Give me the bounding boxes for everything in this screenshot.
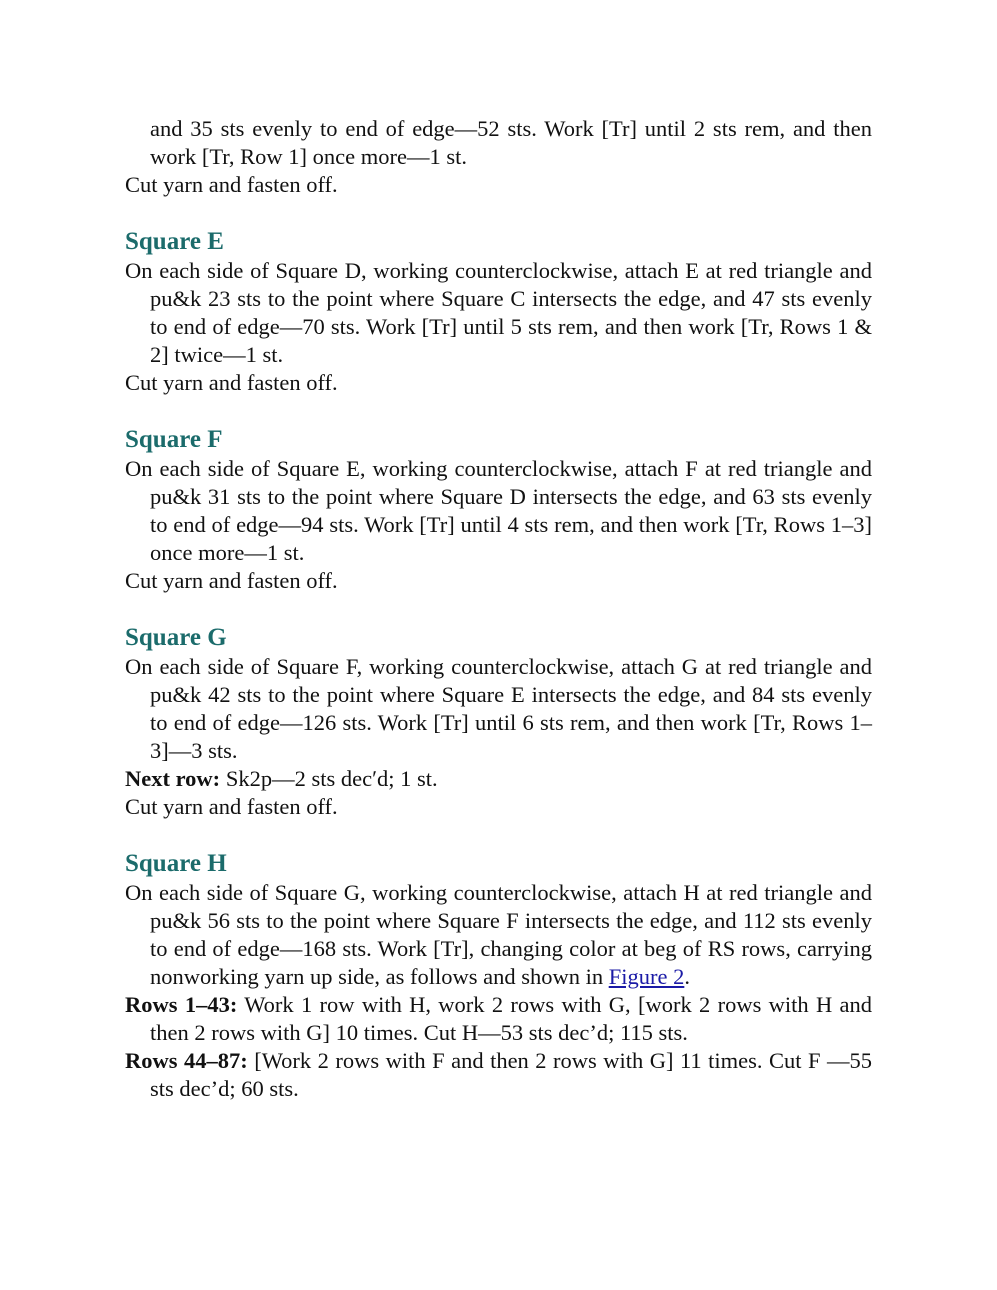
next-row-label: Next row:	[125, 766, 221, 791]
intro-paragraph: and 35 sts evenly to end of edge—52 sts. Work [Tr] until 2 sts rem, and then work [Tr, Row 1] once more—1 st.	[150, 116, 872, 169]
square-e-paragraph: On each side of Square D, working counterclockwise, attach E at red triangle and pu&k 23 sts to the point where Square C intersects the edge, and 47 sts evenly to end of edge—70 sts. Work [Tr] until 5 sts rem, and then work [Tr, Rows 1 & 2] twice—1 st.	[125, 258, 872, 367]
rows-1-43-text: Work 1 row with H, work 2 rows with G, [work 2 rows with H and then 2 rows with G] 10 times. Cut H—53 sts dec’d; 115 sts.	[150, 992, 872, 1045]
rows-44-87-text: [Work 2 rows with F and then 2 rows with G] 11 times. Cut F —55 sts dec’d; 60 sts.	[150, 1048, 872, 1101]
square-e-cut-line: Cut yarn and fasten off.	[125, 370, 338, 395]
rows-1-43-label: Rows 1–43:	[125, 992, 238, 1017]
figure-2-link[interactable]: Figure 2	[608, 964, 685, 989]
rows-44-87-label: Rows 44–87:	[125, 1048, 248, 1073]
square-g-next-row	[125, 765, 872, 793]
next-row-text: Sk2p—2 sts decʹd; 1 st.	[220, 766, 438, 791]
square-h-text: On each side of Square G, working counterclockwise, attach H at red triangle and pu&k 56 sts to the point where Square F intersects the edge, and 112 sts evenly to end of edge—168 sts. Work [Tr], changing color at beg of RS rows, carrying nonworking yarn up side, as follows and shown in	[125, 880, 872, 989]
square-h-text-end: .	[684, 964, 690, 989]
square-f-cut-line: Cut yarn and fasten off.	[125, 568, 338, 593]
square-h-rows-1-43	[125, 991, 872, 1047]
heading-square-h: Square H	[125, 850, 227, 877]
heading-square-f: Square F	[125, 426, 223, 453]
document-page	[125, 115, 872, 1103]
heading-square-e: Square E	[125, 228, 224, 255]
heading-square-g: Square G	[125, 624, 227, 651]
square-g-paragraph: On each side of Square F, working counterclockwise, attach G at red triangle and pu&k 42 sts to the point where Square E intersects the edge, and 84 sts evenly to end of edge—126 sts. Work [Tr] until 6 sts rem, and then work [Tr, Rows 1–3]—3 sts.	[125, 654, 872, 763]
intro-cut-line: Cut yarn and fasten off.	[125, 172, 338, 197]
square-h-rows-44-87	[125, 1047, 872, 1103]
square-g-cut-line: Cut yarn and fasten off.	[125, 794, 338, 819]
square-f-paragraph: On each side of Square E, working counterclockwise, attach F at red triangle and pu&k 31 sts to the point where Square D intersects the edge, and 63 sts evenly to end of edge—94 sts. Work [Tr] until 4 sts rem, and then work [Tr, Rows 1–3] once more—1 st.	[125, 456, 872, 565]
square-h-paragraph	[125, 879, 872, 991]
